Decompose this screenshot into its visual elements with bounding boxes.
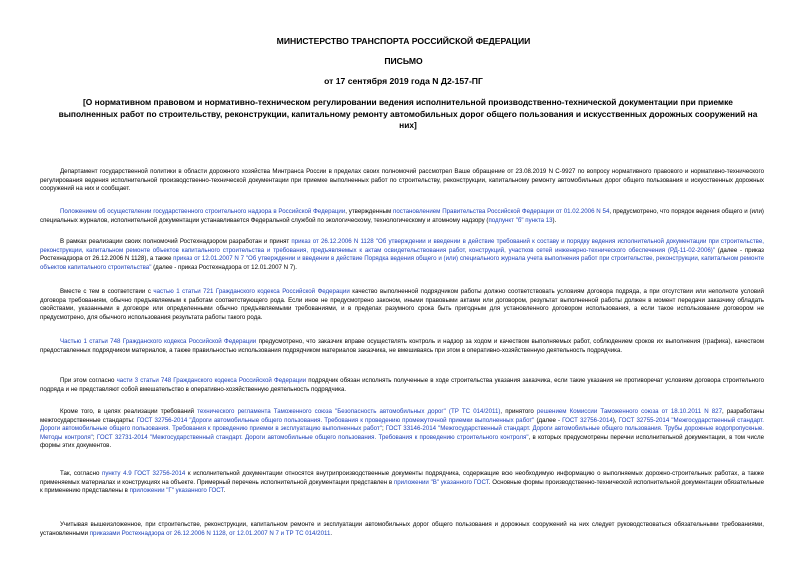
document-link[interactable]: приказ от 26.12.2006 N 1128 "Об утверждении и введении в действие требований к составу и порядку ведения исполнительной документации при строительстве, реконструкции, капитальном ремонте объектов капитального строительства и требования, предъявляемых к актам освидетельствования работ, конструкций, участков сетей инженерно-технического обеспечения (РД-11-02-2006)" (40, 238, 764, 254)
paragraph-text: предусмотрено, что заказчик вправе осуществлять контроль и надзор за ходом и качеством выполняемых работ, соблюдением сроков их выполнения (графика), качеством предоставленных подрядчиком материалов, а также правильностью использования подрядчиком материалов заказчика, не вмешиваясь при этом в оперативно-хозяйственную деятельность подрядчика. (40, 338, 764, 354)
paragraph-civil-code-748-part1 (40, 338, 764, 355)
paragraph-civil-code-721 (40, 288, 764, 322)
document-link[interactable]: ГОСТ 32756-2014 (562, 416, 613, 424)
paragraph-text: Так, согласно (60, 470, 102, 477)
paragraph-intro (40, 168, 764, 194)
paragraph-text: , в которых предусмотрены перечни исполнительной документации, в том числе формы этих документов. (40, 433, 765, 450)
paragraph-text: , утвержденным (345, 208, 394, 215)
document-link[interactable]: Положением об осуществлении государственного строительного надзора в Российской Федерации (60, 208, 346, 215)
document-link[interactable]: технического регламента Таможенного союза "Безопасность автомобильных дорог" (ТР ТС 014/2011) (197, 408, 501, 415)
paragraph-text: . (330, 529, 333, 537)
document-subject: [О нормативном правовом и нормативно-техническом регулировании ведения исполнительной производственно-технической документации при приемке выполненных работ по строительству, реконструкции, капитальному ремонту автомобильных дорог общего пользования и искусственных дорожных сооружений на них] (58, 97, 758, 131)
paragraph-text: . (223, 487, 226, 495)
paragraph-supervision-regulation (40, 208, 764, 225)
paragraph-text: к исполнительной документации относятся внутрипроизводственные документы подрядчика, содержащие всю необходимую информацию о выполняемых дорожно-строительных работах, а также применяемых материалах и конструкциях на объекте. Примерный перечень исполнительной документации представлен в (40, 470, 764, 486)
paragraph-text: , разработаны межгосударственные стандарты: (40, 408, 764, 424)
document-link[interactable]: частью 1 статьи 721 Гражданского кодекса Российской Федерации (153, 288, 350, 295)
document-link[interactable]: приложении "В" указанного ГОСТ (393, 478, 489, 486)
document-type: ПИСЬМО (384, 56, 423, 66)
document-link[interactable]: пункту 4.9 ГОСТ 32756-2014 (102, 470, 186, 477)
paragraph-text: ; (381, 425, 386, 433)
paragraph-text: В рамках реализации своих полномочий Ростехнадзором разработан и принят (60, 238, 292, 245)
document-link[interactable]: постановлением Правительства Российской Федерации от 01.02.2006 N 54 (393, 208, 610, 215)
document-link[interactable]: приказ от 12.01.2007 N 7 "Об утверждении и введении в действие Порядка ведения общего и (или) специального журнала учета выполнения работ при строительстве, реконструкции, капитальном ремонте объектов капитального строительства" (40, 255, 764, 271)
paragraph-text: Кроме того, в целях реализации требований (60, 408, 198, 415)
paragraph-text: подрядчик обязан исполнять полученные в ходе строительства указания заказчика, если такие указания не противоречат условиям договора строительного подряда и не представляют собой вмешательство в оперативно-хозяйственную деятельность подрядчика. (40, 377, 764, 393)
paragraph-text: Вместе с тем в соответствии с (60, 288, 154, 295)
document-date-number: от 17 сентября 2019 года N Д2-157-ПГ (324, 76, 483, 86)
document-link[interactable]: ГОСТ 32756-2014 "Дороги автомобильные общего пользования. Требования к проведению промежуточной приемки выполненных работ" (136, 416, 535, 424)
document-link[interactable]: подпункт "б" пункта 13 (488, 216, 553, 224)
document-link[interactable]: части 3 статьи 748 Гражданского кодекса Российской Федерации (116, 377, 307, 384)
paragraph-text: Учитывая вышеизложенное, при строительстве, реконструкции, капитальном ремонте и эксплуатации автомобильных дорог общего пользования и дорожных сооружений на них следует руководствоваться обязательными требованиями, установленными (40, 521, 764, 537)
document-link[interactable]: приказами Ростехнадзора от 26.12.2006 N 1128, от 12.01.2007 N 7 и ТР ТС 014/2011 (89, 529, 331, 537)
document-link[interactable]: Частью 1 статьи 748 Гражданского кодекса Российской Федерации (60, 338, 257, 345)
paragraph-text: (далее - приказ Ростехнадзора от 26.12.2006 N 1128), а также (40, 246, 765, 263)
paragraph-text: При этом согласно (60, 377, 117, 384)
paragraph-conclusion (40, 521, 764, 538)
paragraph-text: , предусмотрено, что порядок ведения общего и (или) специальных журналов, исполнительной документации устанавливается Федеральной службой по экологическому, технологическому и атомному надзору ( (40, 208, 764, 224)
paragraph-technical-regulation (40, 408, 764, 451)
document-link[interactable]: ГОСТ 32755-2014 "Межгосударственный стандарт. Дороги автомобильные общего пользования. Требования к проведению приемки в эксплуатацию выполненных работ" (40, 416, 764, 433)
paragraph-civil-code-748-part3 (40, 377, 764, 394)
ministry-heading: МИНИСТЕРСТВО ТРАНСПОРТА РОССИЙСКОЙ ФЕДЕРАЦИИ (276, 36, 531, 46)
paragraph-text: ). (552, 216, 557, 224)
document-link[interactable]: решением Комиссии Таможенного союза от 18.10.2011 N 827 (536, 408, 723, 415)
paragraph-gost-32756 (40, 470, 764, 496)
paragraph-text: . Основные формы производственно-технической исполнительной документации обязательные к применению представлены в (40, 478, 764, 495)
paragraph-text: , принятого (500, 408, 537, 415)
paragraph-text: (далее - приказ Ростехнадзора от 12.01.2007 N 7). (151, 263, 297, 271)
paragraph-rostekhnadzor-orders (40, 238, 764, 272)
document-link[interactable]: ГОСТ 33146-2014 "Межгосударственный стандарт. Дороги автомобильные общего пользования. Трубы дорожные водопропускные. Методы контроля" (40, 425, 764, 441)
document-link[interactable]: приложении "Г" указанного ГОСТ (129, 487, 224, 495)
paragraph-text: ), (612, 416, 619, 424)
paragraph-text: ; (92, 433, 97, 441)
document-link[interactable]: ГОСТ 32731-2014 "Межгосударственный стандарт. Дороги автомобильные общего пользования. Требования к проведению строительного контроля" (96, 433, 529, 441)
paragraph-text: качество выполненной подрядчиком работы должно соответствовать условиям договора подряда, а при отсутствии или неполноте условий договора требованиям, обычно предъявляемым к работам соответствующего рода. Если иное не предусмотрено законом, иными правовыми актами или договором, результат выполненной работы должен в момент передачи заказчику обладать свойствами, указанными в договоре или определенными обычно предъявляемыми требованиями, и в пределах разумного срока быть пригодным для установленного договором использования, а если такое использование договором не предусмотрено, для обычного использования результата работы такого рода. (40, 288, 764, 321)
paragraph-text: Департамент государственной политики в области дорожного хозяйства Минтранса России в пределах своих полномочий рассмотрел Ваше обращение от 23.08.2019 N С-9927 по вопросу нормативного правового и нормативно-технического регулирования ведения исполнительной производственно-технической документации при приемке выполненных работ по строительству, реконструкции, капитальному ремонту автомобильных дорог общего пользования и искусственных дорожных сооружений на них и сообщает. (40, 168, 764, 193)
paragraph-text: (далее - (534, 416, 563, 424)
